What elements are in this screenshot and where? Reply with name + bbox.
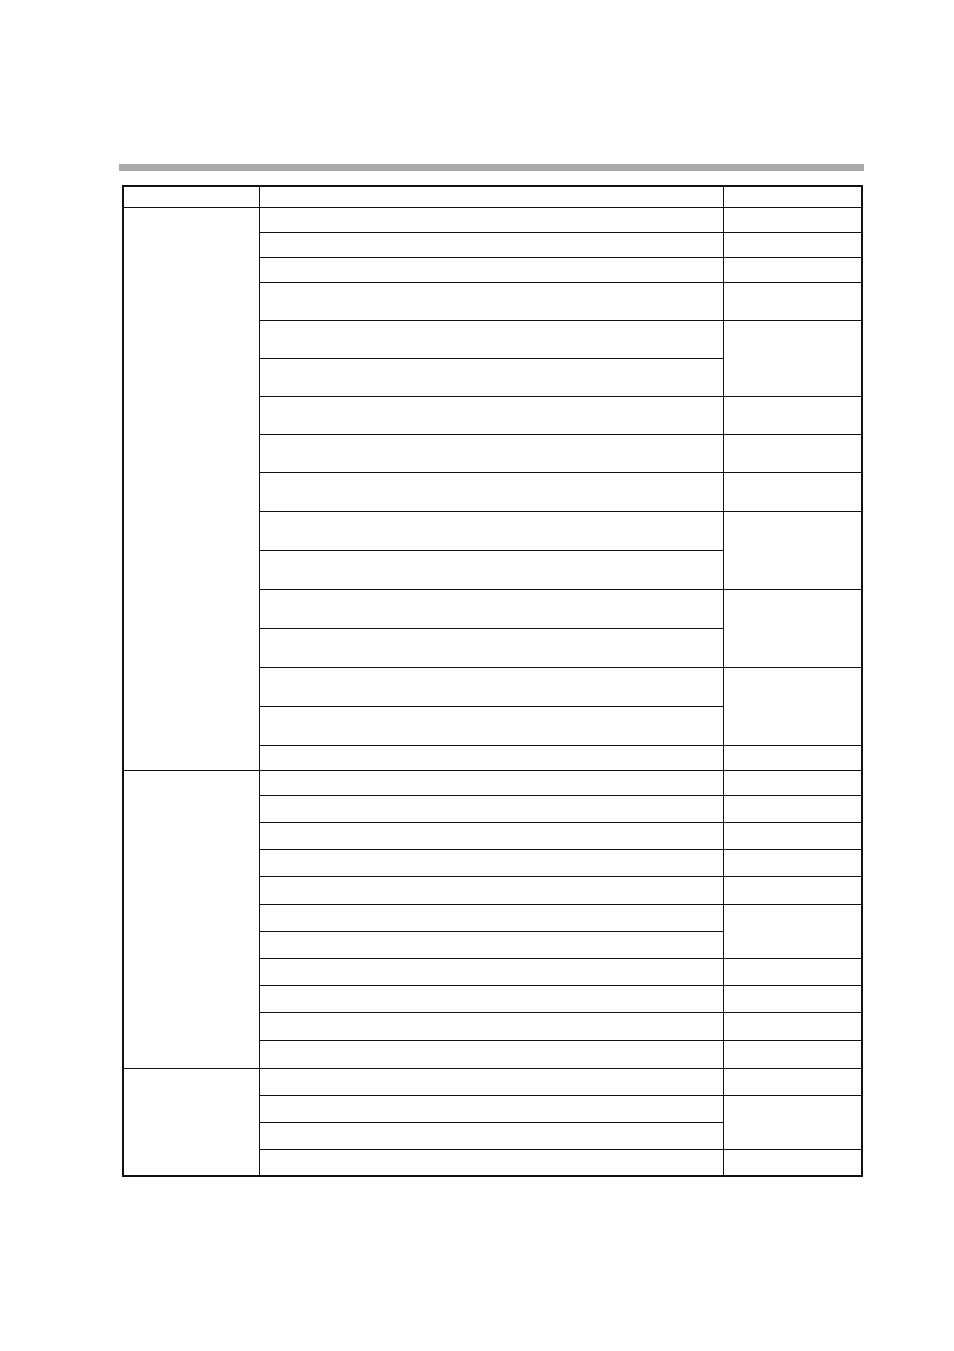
classification-cell bbox=[123, 1069, 259, 1176]
key-operation-table bbox=[122, 185, 863, 1177]
function-cell bbox=[259, 986, 723, 1013]
key-operation-cell bbox=[723, 473, 862, 512]
function-cell bbox=[259, 590, 723, 629]
header-function bbox=[259, 186, 723, 208]
table-header-row bbox=[123, 186, 862, 208]
function-cell bbox=[259, 258, 723, 283]
key-operation-cell bbox=[723, 397, 862, 435]
key-operation-cell bbox=[723, 959, 862, 986]
key-operation-cell bbox=[723, 512, 862, 590]
function-cell bbox=[259, 397, 723, 435]
table-row bbox=[123, 771, 862, 796]
key-operation-cell bbox=[723, 435, 862, 473]
function-cell bbox=[259, 512, 723, 551]
function-cell bbox=[259, 473, 723, 512]
key-operation-cell bbox=[723, 233, 862, 258]
function-cell bbox=[259, 771, 723, 796]
function-cell bbox=[259, 1096, 723, 1123]
function-cell bbox=[259, 1123, 723, 1150]
key-operation-cell bbox=[723, 208, 862, 233]
key-operation-cell bbox=[723, 1096, 862, 1150]
function-cell bbox=[259, 551, 723, 590]
key-operation-cell bbox=[723, 823, 862, 850]
function-cell bbox=[259, 850, 723, 877]
function-cell bbox=[259, 668, 723, 707]
function-cell bbox=[259, 796, 723, 823]
function-cell bbox=[259, 877, 723, 905]
key-operation-cell bbox=[723, 258, 862, 283]
table-body bbox=[123, 208, 862, 1176]
table-row bbox=[123, 208, 862, 233]
function-cell bbox=[259, 208, 723, 233]
function-cell bbox=[259, 932, 723, 959]
function-cell bbox=[259, 823, 723, 850]
key-operation-cell bbox=[723, 986, 862, 1013]
function-cell bbox=[259, 1150, 723, 1176]
key-operation-cell bbox=[723, 771, 862, 796]
key-operation-cell bbox=[723, 1069, 862, 1096]
key-operation-cell bbox=[723, 321, 862, 397]
key-operation-cell bbox=[723, 796, 862, 823]
function-cell bbox=[259, 1013, 723, 1041]
function-cell bbox=[259, 1069, 723, 1096]
key-operation-cell bbox=[723, 1013, 862, 1041]
key-operation-cell bbox=[723, 668, 862, 746]
function-cell bbox=[259, 905, 723, 932]
key-operation-cell bbox=[723, 746, 862, 771]
function-cell bbox=[259, 707, 723, 746]
key-operation-cell bbox=[723, 905, 862, 959]
key-operation-cell bbox=[723, 877, 862, 905]
function-cell bbox=[259, 959, 723, 986]
function-cell bbox=[259, 359, 723, 397]
key-operation-cell bbox=[723, 283, 862, 321]
key-operation-cell bbox=[723, 1150, 862, 1176]
function-cell bbox=[259, 283, 723, 321]
function-cell bbox=[259, 321, 723, 359]
key-operation-cell bbox=[723, 850, 862, 877]
function-cell bbox=[259, 629, 723, 668]
classification-cell bbox=[123, 208, 259, 771]
function-cell bbox=[259, 746, 723, 771]
header-key-operation bbox=[723, 186, 862, 208]
table-row bbox=[123, 1069, 862, 1096]
function-cell bbox=[259, 435, 723, 473]
key-operation-cell bbox=[723, 1041, 862, 1069]
function-cell bbox=[259, 233, 723, 258]
function-cell bbox=[259, 1041, 723, 1069]
classification-cell bbox=[123, 771, 259, 1069]
header-classification bbox=[123, 186, 259, 208]
top-divider-bar bbox=[119, 164, 864, 171]
key-operation-cell bbox=[723, 590, 862, 668]
